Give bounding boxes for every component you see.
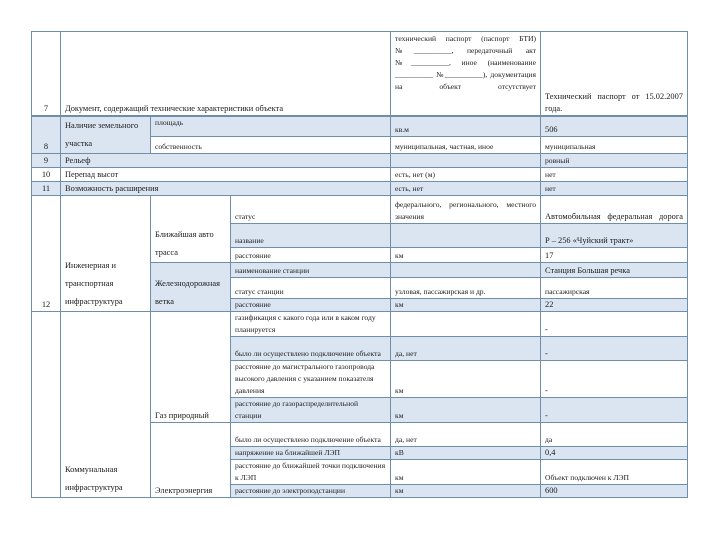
gas-label: Газ природный [151, 311, 231, 422]
row-number: 9 [32, 153, 61, 167]
row-label: Перепад высот [61, 167, 391, 181]
row-label: Рельеф [61, 153, 391, 167]
param-cell: собственность [151, 137, 391, 153]
param-cell: площадь [151, 116, 391, 137]
value-cell: Объект подключен к ЛЭП [541, 459, 688, 484]
value-cell: нет [541, 167, 688, 181]
param-cell: газификация с какого года или в каком году планируется [231, 311, 391, 336]
value-cell: муниципальная [541, 137, 688, 153]
param-cell: расстояние до ближайшей точки подключения к ЛЭП [231, 459, 391, 484]
param-cell: расстояние до электроподстанции [231, 484, 391, 497]
row-label: Возможность расширения [61, 181, 391, 195]
row-label: Инженерная и транспортная инфраструктура [61, 195, 151, 311]
value-cell: ровный [541, 153, 688, 167]
param-cell: статус [231, 195, 391, 223]
unit-cell: км [391, 360, 541, 397]
unit-cell: км [391, 298, 541, 311]
row-9 [32, 153, 688, 167]
param-cell: название [231, 223, 391, 247]
param-cell: напряжение на ближайшей ЛЭП [231, 446, 391, 459]
unit-cell: да, нет [391, 422, 541, 446]
unit-cell: кв.м [391, 116, 541, 137]
utilities-label: Коммунальная инфраструктура [61, 311, 151, 497]
value-cell: Технический паспорт от 15.02.2007 года. [541, 32, 688, 116]
unit-cell: км [391, 459, 541, 484]
object-characteristics-table [31, 31, 688, 498]
row-8-area [32, 116, 688, 137]
unit-cell: есть, нет (м) [391, 167, 541, 181]
unit-cell: федерального, регионального, местного значения [391, 195, 541, 223]
power-label: Электроэнергия [151, 422, 231, 497]
value-cell: нет [541, 181, 688, 195]
row-label: Наличие земельного участка [61, 116, 151, 154]
unit-cell: да, нет [391, 336, 541, 360]
value-cell: - [541, 360, 688, 397]
value-cell: 0,4 [541, 446, 688, 459]
param-cell: было ли осуществлено подключение объекта [231, 336, 391, 360]
row-number: 12 [32, 195, 61, 311]
row-number: 11 [32, 181, 61, 195]
value-cell: 600 [541, 484, 688, 497]
value-cell: Р – 256 «Чуйский тракт» [541, 223, 688, 247]
value-cell: Станция Большая речка [541, 262, 688, 277]
value-cell: - [541, 311, 688, 336]
unit-cell: узловая, пассажирская и др. [391, 277, 541, 298]
options-cell: технический паспорт (паспорт БТИ) №__________, передаточный акт №__________, иное (наименование __________ №__________), документация на объект отсутствует [391, 32, 541, 116]
value-cell: 22 [541, 298, 688, 311]
unit-cell: кВ [391, 446, 541, 459]
row-number-empty [32, 311, 61, 497]
param-cell: наименование станции [231, 262, 391, 277]
road-label: Ближайшая авто трасса [151, 195, 231, 262]
param-cell: расстояние до газораспределительной станции [231, 397, 391, 422]
value-cell: 506 [541, 116, 688, 137]
param-cell: расстояние [231, 247, 391, 262]
unit-cell: км [391, 247, 541, 262]
unit-cell: км [391, 484, 541, 497]
value-cell: пассажирская [541, 277, 688, 298]
row-11 [32, 181, 688, 195]
unit-cell: км [391, 397, 541, 422]
unit-cell: есть, нет [391, 181, 541, 195]
value-cell: - [541, 336, 688, 360]
row-10 [32, 167, 688, 181]
unit-cell [391, 262, 541, 277]
param-cell: было ли осуществлено подключение объекта [231, 422, 391, 446]
unit-cell [391, 311, 541, 336]
rail-label: Железнодорожная ветка [151, 262, 231, 311]
param-cell: статус станции [231, 277, 391, 298]
unit-cell [391, 223, 541, 247]
row-number: 10 [32, 167, 61, 181]
row-7 [32, 32, 688, 116]
value-cell: Автомобильная федеральная дорога [541, 195, 688, 223]
unit-cell: муниципальная, частная, иное [391, 137, 541, 153]
road-status-row [32, 195, 688, 223]
param-cell: расстояние до магистрального газопровода высокого давления с указанием показателя давления [231, 360, 391, 397]
param-cell: расстояние [231, 298, 391, 311]
row-number: 8 [32, 116, 61, 154]
value-cell: да [541, 422, 688, 446]
row-number: 7 [32, 32, 61, 116]
value-cell: 17 [541, 247, 688, 262]
gas-year-row [32, 311, 688, 336]
row-label: Документ, содержащий технические характеристики объекта [61, 32, 391, 116]
unit-cell [391, 153, 541, 167]
value-cell: - [541, 397, 688, 422]
